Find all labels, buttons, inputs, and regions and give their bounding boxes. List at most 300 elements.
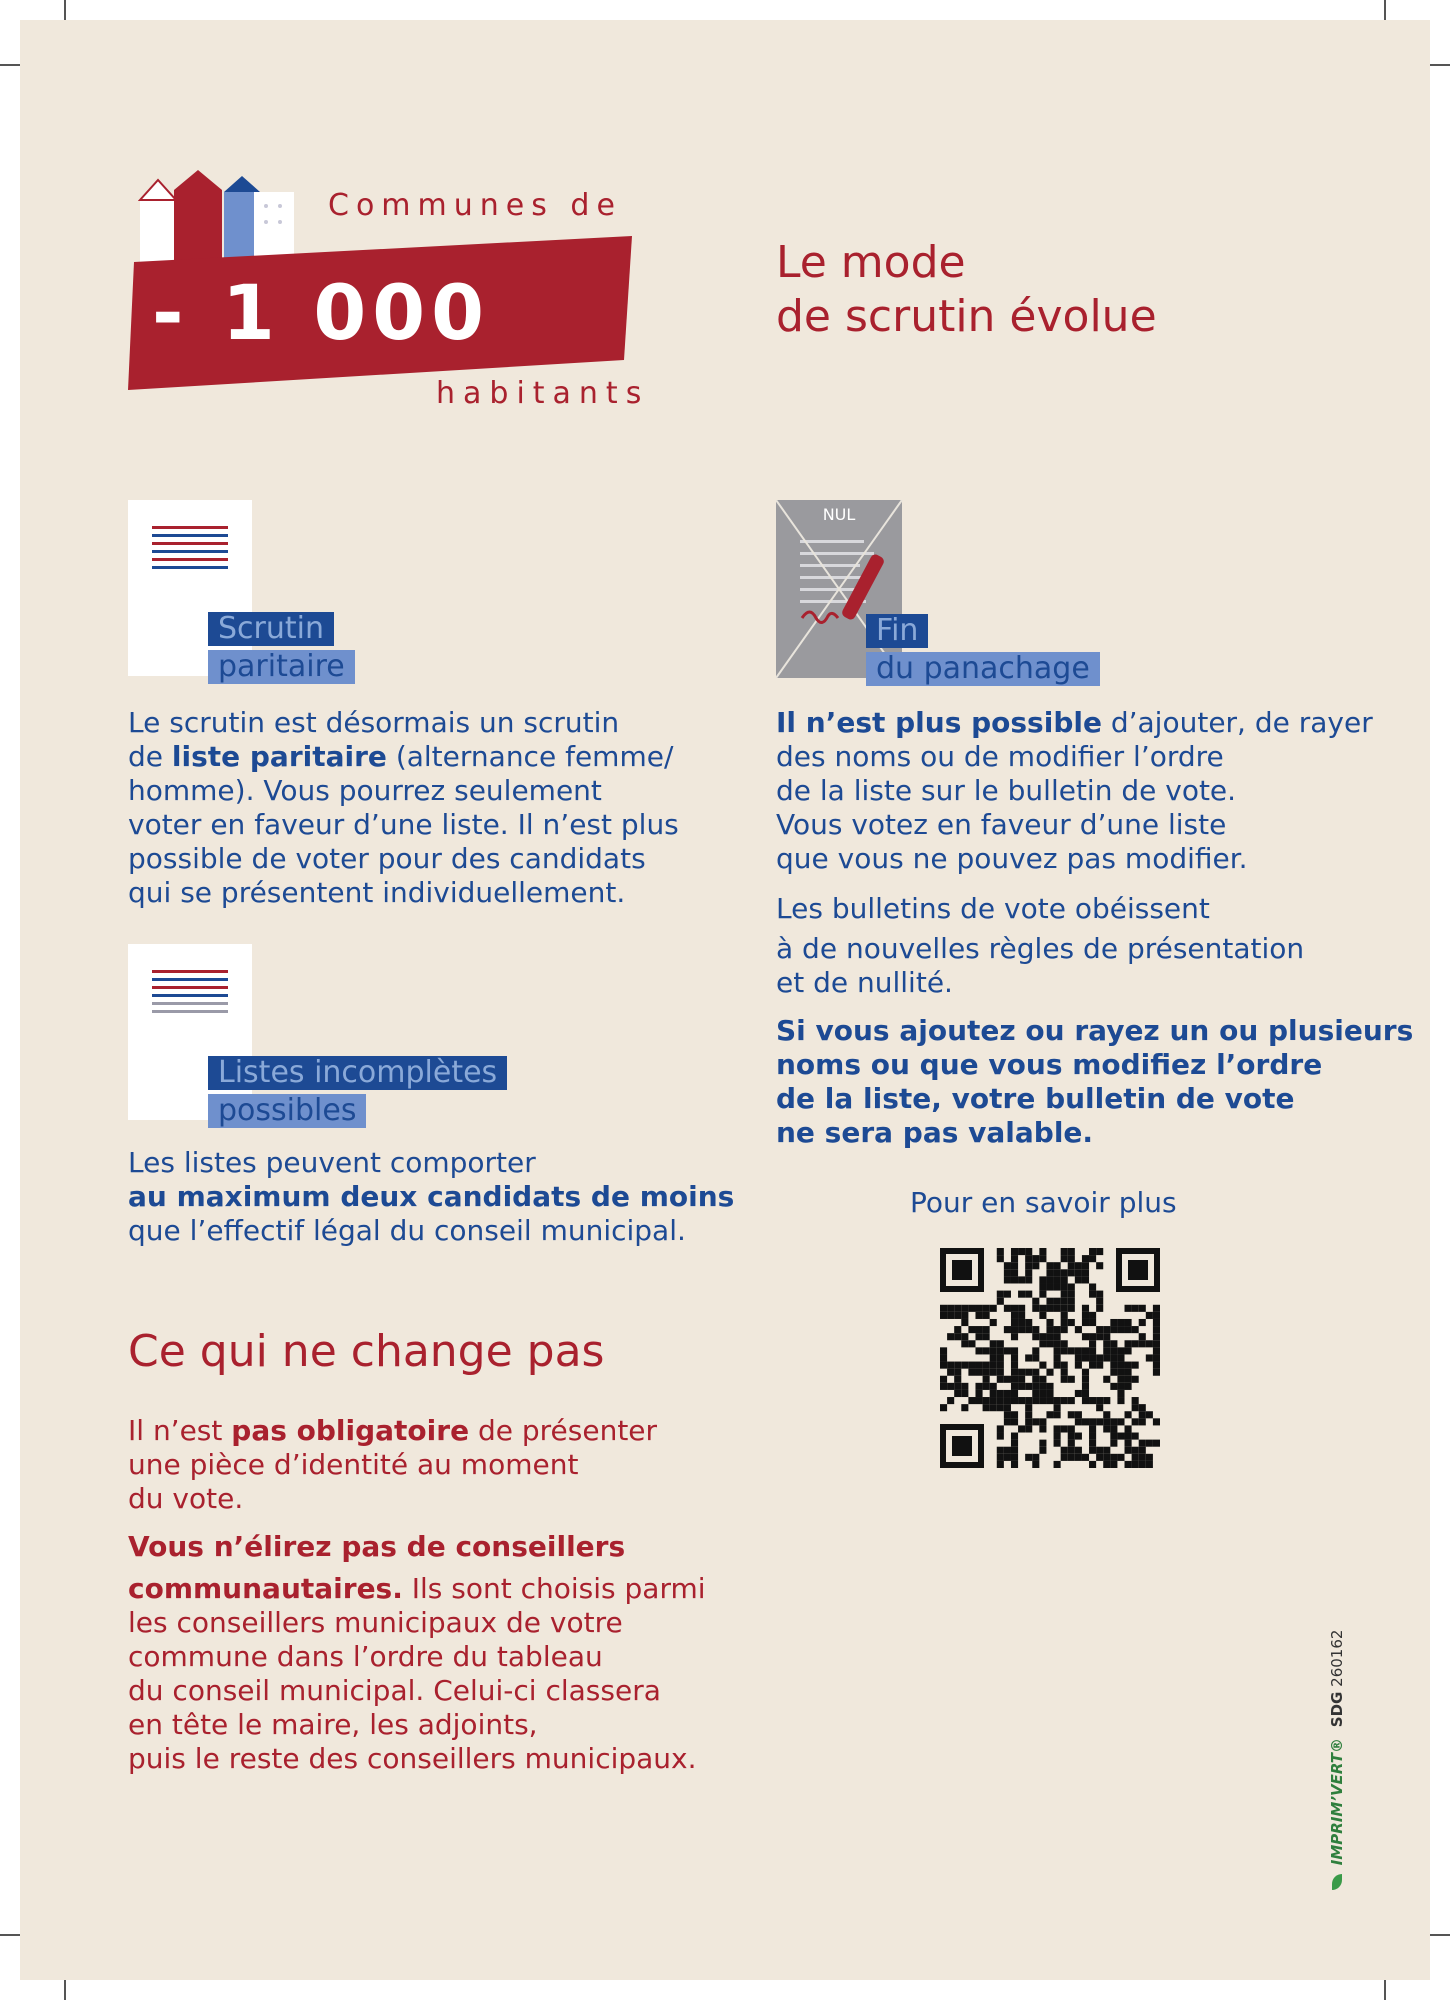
qr-module — [1075, 1269, 1082, 1276]
qr-module — [1032, 1354, 1039, 1361]
text-line — [128, 1414, 657, 1448]
qr-module — [1011, 1326, 1018, 1333]
qr-module — [1082, 1262, 1089, 1269]
qr-module — [990, 1397, 997, 1404]
qr-module — [1096, 1447, 1103, 1454]
qr-module — [1089, 1248, 1096, 1255]
qr-module — [1153, 1312, 1160, 1319]
qr-module — [990, 1390, 997, 1397]
qr-module — [1061, 1425, 1068, 1432]
qr-module — [1146, 1411, 1153, 1418]
qr-module — [940, 1376, 947, 1383]
qr-module — [997, 1248, 1004, 1255]
qr-module — [1153, 1326, 1160, 1333]
qr-module — [1039, 1333, 1046, 1340]
qr-module — [1068, 1397, 1075, 1404]
qr-module — [1153, 1362, 1160, 1369]
qr-module — [1068, 1433, 1075, 1440]
sdg-label: SDG — [1328, 1691, 1346, 1728]
qr-module — [961, 1333, 968, 1340]
qr-module — [1096, 1291, 1103, 1298]
qr-module — [1110, 1433, 1117, 1440]
qr-module — [1004, 1291, 1011, 1298]
qr-module — [975, 1390, 982, 1397]
text-line: des noms ou de modifier l’ordre — [776, 740, 1224, 773]
text-part: Il n’est — [128, 1414, 232, 1447]
qr-module — [1117, 1362, 1124, 1369]
text-line: commune dans l’ordre du tableau — [128, 1640, 603, 1673]
qr-module — [1018, 1291, 1025, 1298]
qr-module — [1068, 1305, 1075, 1312]
learn-more-text: Pour en savoir plus — [910, 1186, 1177, 1219]
qr-module — [1132, 1362, 1139, 1369]
qr-module — [1018, 1376, 1025, 1383]
qr-module — [1082, 1454, 1089, 1461]
qr-module — [1089, 1333, 1096, 1340]
qr-module — [1061, 1369, 1068, 1376]
qr-module — [1025, 1397, 1032, 1404]
qr-module — [1132, 1447, 1139, 1454]
qr-module — [1011, 1248, 1018, 1255]
qr-module — [1096, 1354, 1103, 1361]
qr-module — [1068, 1319, 1075, 1326]
qr-module — [1004, 1454, 1011, 1461]
qr-module — [1110, 1326, 1117, 1333]
qr-module — [1032, 1298, 1039, 1305]
text-line: Si vous ajoutez ou rayez un ou plusieurs — [776, 1014, 1414, 1047]
qr-module — [1082, 1255, 1089, 1262]
qr-module — [1153, 1418, 1160, 1425]
qr-module — [1004, 1397, 1011, 1404]
qr-module — [1032, 1376, 1039, 1383]
qr-module — [1139, 1461, 1146, 1468]
qr-module — [1117, 1369, 1124, 1376]
qr-module — [954, 1369, 961, 1376]
qr-module — [1132, 1305, 1139, 1312]
qr-module — [1032, 1390, 1039, 1397]
text-line: Les bulletins de vote obéissent — [776, 892, 1210, 925]
qr-module — [1153, 1347, 1160, 1354]
qr-module — [1110, 1461, 1117, 1468]
sdg-number: 260162 — [1328, 1629, 1346, 1687]
qr-module — [1075, 1262, 1082, 1269]
panachage-text-3 — [776, 1014, 1413, 1150]
qr-module — [997, 1298, 1004, 1305]
qr-module — [983, 1397, 990, 1404]
qr-module — [968, 1369, 975, 1376]
qr-module — [1011, 1362, 1018, 1369]
qr-module — [997, 1291, 1004, 1298]
qr-module — [1117, 1390, 1124, 1397]
qr-module — [1061, 1319, 1068, 1326]
qr-module — [1139, 1411, 1146, 1418]
qr-module — [1117, 1326, 1124, 1333]
qr-module — [990, 1305, 997, 1312]
qr-module — [1054, 1411, 1061, 1418]
qr-module — [1046, 1298, 1053, 1305]
qr-module — [968, 1305, 975, 1312]
qr-module — [1139, 1440, 1146, 1447]
qr-module — [1110, 1454, 1117, 1461]
qr-module — [954, 1333, 961, 1340]
qr-module — [983, 1404, 990, 1411]
text-line: Les listes peuvent comporter — [128, 1146, 536, 1179]
qr-module — [1018, 1369, 1025, 1376]
qr-module — [1011, 1411, 1018, 1418]
imprim-vert-text: IMPRIM’VERT® — [1328, 1737, 1346, 1866]
qr-module — [997, 1397, 1004, 1404]
qr-module — [990, 1383, 997, 1390]
qr-module — [1011, 1305, 1018, 1312]
qr-module — [1039, 1248, 1046, 1255]
qr-module — [1082, 1383, 1089, 1390]
qr-module — [1103, 1354, 1110, 1361]
qr-module — [947, 1397, 954, 1404]
qr-module — [1132, 1376, 1139, 1383]
qr-module — [1075, 1354, 1082, 1361]
label-fin: Fin — [866, 614, 928, 648]
qr-module — [1068, 1248, 1075, 1255]
qr-module — [1068, 1298, 1075, 1305]
qr-module — [983, 1305, 990, 1312]
qr-module — [1117, 1418, 1124, 1425]
qr-module — [1004, 1404, 1011, 1411]
qr-module — [1011, 1461, 1018, 1468]
qr-module — [1018, 1383, 1025, 1390]
qr-module — [990, 1369, 997, 1376]
qr-module — [997, 1404, 1004, 1411]
qr-module — [1011, 1319, 1018, 1326]
qr-module — [1061, 1283, 1068, 1290]
qr-module — [983, 1347, 990, 1354]
qr-module — [1011, 1383, 1018, 1390]
incompletes-text — [128, 1146, 734, 1248]
qr-module — [997, 1347, 1004, 1354]
qr-module — [1011, 1390, 1018, 1397]
qr-module — [961, 1383, 968, 1390]
qr-module — [947, 1369, 954, 1376]
qr-module — [1025, 1326, 1032, 1333]
qr-module — [1046, 1390, 1053, 1397]
qr-module — [1054, 1269, 1061, 1276]
qr-module — [1061, 1362, 1068, 1369]
qr-module — [1054, 1340, 1061, 1347]
qr-module — [1125, 1369, 1132, 1376]
qr-module — [1004, 1269, 1011, 1276]
text-line: et de nullité. — [776, 966, 953, 999]
label-listes-incompletes: Listes incomplètes — [208, 1056, 507, 1090]
list-lines-icon — [128, 944, 252, 1024]
qr-module — [1139, 1340, 1146, 1347]
qr-module — [1018, 1248, 1025, 1255]
qr-module — [1117, 1376, 1124, 1383]
qr-module — [975, 1362, 982, 1369]
qr-module — [1089, 1354, 1096, 1361]
text-line — [128, 1530, 706, 1564]
qr-module — [1089, 1433, 1096, 1440]
qr-module — [1110, 1354, 1117, 1361]
qr-module — [1153, 1340, 1160, 1347]
qr-module — [1025, 1418, 1032, 1425]
qr-module — [1110, 1418, 1117, 1425]
svg-text:NUL: NUL — [822, 505, 856, 524]
qr-module — [1039, 1376, 1046, 1383]
text-line: puis le reste des conseillers municipaux. — [128, 1742, 697, 1775]
qr-module — [1025, 1369, 1032, 1376]
qr-module — [1096, 1326, 1103, 1333]
qr-module — [1096, 1404, 1103, 1411]
qr-module — [1054, 1397, 1061, 1404]
qr-module — [1132, 1326, 1139, 1333]
qr-module — [1046, 1283, 1053, 1290]
qr-module — [997, 1425, 1004, 1432]
qr-module — [954, 1326, 961, 1333]
label-scrutin: Scrutin — [208, 612, 334, 646]
qr-module — [940, 1347, 947, 1354]
qr-module — [1011, 1347, 1018, 1354]
qr-module — [1025, 1276, 1032, 1283]
qr-module — [1125, 1326, 1132, 1333]
qr-module — [1125, 1383, 1132, 1390]
qr-module — [961, 1305, 968, 1312]
qr-module — [1054, 1404, 1061, 1411]
qr-module — [1011, 1418, 1018, 1425]
qr-module — [1068, 1376, 1075, 1383]
qr-module — [1082, 1333, 1089, 1340]
qr-module — [1082, 1269, 1089, 1276]
qr-module — [997, 1340, 1004, 1347]
qr-code[interactable] — [940, 1248, 1160, 1468]
unchanged-text-2 — [128, 1530, 706, 1776]
qr-module — [1068, 1440, 1075, 1447]
qr-module — [961, 1404, 968, 1411]
qr-module — [1011, 1262, 1018, 1269]
qr-module — [1110, 1362, 1117, 1369]
qr-module — [990, 1354, 997, 1361]
label-possibles: possibles — [208, 1094, 366, 1128]
text-line: du vote. — [128, 1482, 244, 1515]
qr-module — [1039, 1383, 1046, 1390]
qr-module — [975, 1369, 982, 1376]
qr-module — [1061, 1397, 1068, 1404]
qr-module — [1132, 1461, 1139, 1468]
qr-module — [954, 1390, 961, 1397]
qr-module — [1125, 1411, 1132, 1418]
qr-module — [1089, 1447, 1096, 1454]
qr-module — [997, 1447, 1004, 1454]
qr-module — [954, 1312, 961, 1319]
qr-module — [1082, 1347, 1089, 1354]
unchanged-title: Ce qui ne change pas — [128, 1326, 605, 1377]
qr-module — [1032, 1347, 1039, 1354]
qr-module — [940, 1362, 947, 1369]
qr-module — [968, 1340, 975, 1347]
qr-module — [1011, 1433, 1018, 1440]
qr-module — [1082, 1376, 1089, 1383]
qr-module — [961, 1340, 968, 1347]
qr-module — [1061, 1340, 1068, 1347]
qr-module — [940, 1404, 947, 1411]
list-lines-icon — [128, 500, 252, 580]
qr-module — [975, 1397, 982, 1404]
qr-module — [975, 1312, 982, 1319]
qr-module — [1046, 1276, 1053, 1283]
qr-module — [1125, 1433, 1132, 1440]
qr-module — [1025, 1291, 1032, 1298]
qr-module — [1125, 1362, 1132, 1369]
qr-module — [1032, 1333, 1039, 1340]
qr-module — [1110, 1369, 1117, 1376]
qr-module — [1061, 1326, 1068, 1333]
qr-module — [1039, 1283, 1046, 1290]
qr-module — [983, 1376, 990, 1383]
bold-text: communautaires. — [128, 1572, 403, 1605]
text-line: de la liste, votre bulletin de vote — [776, 1082, 1295, 1115]
qr-module — [961, 1390, 968, 1397]
qr-module — [940, 1312, 947, 1319]
qr-module — [1068, 1291, 1075, 1298]
text-line: Le scrutin est désormais un scrutin — [128, 706, 620, 739]
qr-module — [1039, 1390, 1046, 1397]
qr-module — [1039, 1340, 1046, 1347]
qr-module — [1039, 1425, 1046, 1432]
qr-module — [1039, 1305, 1046, 1312]
qr-module — [1082, 1319, 1089, 1326]
qr-module — [1096, 1248, 1103, 1255]
qr-module — [1025, 1354, 1032, 1361]
qr-module — [1025, 1411, 1032, 1418]
text-line: que vous ne pouvez pas modifier. — [776, 842, 1248, 875]
qr-module — [1025, 1383, 1032, 1390]
qr-module — [975, 1305, 982, 1312]
qr-module — [1089, 1291, 1096, 1298]
panachage-text-1 — [776, 706, 1373, 876]
qr-module — [1054, 1326, 1061, 1333]
qr-module — [1004, 1276, 1011, 1283]
badge-top-text: Communes de — [328, 188, 622, 223]
qr-module — [1075, 1418, 1082, 1425]
qr-module — [1061, 1269, 1068, 1276]
qr-module — [1004, 1390, 1011, 1397]
qr-module — [997, 1433, 1004, 1440]
qr-module — [1132, 1418, 1139, 1425]
qr-module — [1046, 1326, 1053, 1333]
bold-text: au maximum deux candidats de moins — [128, 1180, 735, 1213]
qr-module — [1089, 1340, 1096, 1347]
qr-module — [1039, 1362, 1046, 1369]
qr-module — [1025, 1269, 1032, 1276]
qr-module — [1046, 1340, 1053, 1347]
qr-module — [1153, 1319, 1160, 1326]
text-line: à de nouvelles règles de présentation — [776, 932, 1305, 965]
qr-module — [1032, 1326, 1039, 1333]
qr-module — [940, 1354, 947, 1361]
qr-module — [1153, 1369, 1160, 1376]
qr-module — [1004, 1326, 1011, 1333]
qr-module — [1089, 1319, 1096, 1326]
panachage-text-2 — [776, 892, 1304, 1000]
qr-module — [1125, 1425, 1132, 1432]
qr-module — [1039, 1397, 1046, 1404]
qr-module — [1068, 1347, 1075, 1354]
qr-module — [1082, 1390, 1089, 1397]
qr-module — [947, 1312, 954, 1319]
text-part: d’ajouter, de rayer — [1101, 706, 1373, 739]
qr-module — [947, 1362, 954, 1369]
qr-module — [1089, 1418, 1096, 1425]
qr-module — [954, 1383, 961, 1390]
qr-module — [1011, 1354, 1018, 1361]
qr-module — [1018, 1312, 1025, 1319]
text-line: qui se présentent individuellement. — [128, 876, 626, 909]
qr-module — [1089, 1312, 1096, 1319]
text-part: (alternance femme/ — [386, 740, 674, 773]
qr-module — [1096, 1454, 1103, 1461]
qr-module — [1117, 1347, 1124, 1354]
qr-module — [968, 1362, 975, 1369]
qr-module — [1139, 1319, 1146, 1326]
badge-number: - 1 000 — [152, 268, 490, 357]
qr-module — [1004, 1411, 1011, 1418]
qr-module — [1054, 1425, 1061, 1432]
qr-module — [1132, 1433, 1139, 1440]
qr-module — [1046, 1333, 1053, 1340]
qr-module — [1089, 1347, 1096, 1354]
text-line: une pièce d’identité au moment — [128, 1448, 579, 1481]
qr-module — [1139, 1305, 1146, 1312]
qr-module — [1011, 1269, 1018, 1276]
qr-module — [1011, 1333, 1018, 1340]
qr-module — [990, 1404, 997, 1411]
qr-module — [1125, 1340, 1132, 1347]
qr-module — [1061, 1454, 1068, 1461]
page-title-line2: de scrutin évolue — [776, 291, 1157, 342]
qr-module — [1096, 1333, 1103, 1340]
text-part: de — [128, 740, 172, 773]
qr-module — [983, 1383, 990, 1390]
qr-module — [1068, 1262, 1075, 1269]
qr-module — [1132, 1404, 1139, 1411]
qr-module — [997, 1362, 1004, 1369]
qr-module — [1089, 1283, 1096, 1290]
qr-module — [975, 1347, 982, 1354]
text-line: ne sera pas valable. — [776, 1116, 1094, 1149]
qr-module — [1089, 1362, 1096, 1369]
qr-module — [940, 1383, 947, 1390]
qr-module — [983, 1312, 990, 1319]
qr-module — [1125, 1347, 1132, 1354]
qr-module — [983, 1333, 990, 1340]
qr-module — [1125, 1376, 1132, 1383]
qr-module — [1039, 1291, 1046, 1298]
qr-module — [1110, 1347, 1117, 1354]
text-line — [128, 1572, 706, 1606]
qr-module — [997, 1461, 1004, 1468]
bold-text: liste paritaire — [171, 740, 387, 773]
text-line — [128, 1180, 734, 1214]
print-mark — [1328, 1630, 1346, 1890]
qr-module — [1139, 1418, 1146, 1425]
qr-module — [947, 1383, 954, 1390]
qr-module — [1096, 1305, 1103, 1312]
qr-module — [961, 1312, 968, 1319]
qr-module — [1146, 1312, 1153, 1319]
qr-module — [1082, 1397, 1089, 1404]
qr-module — [1004, 1376, 1011, 1383]
qr-module — [954, 1376, 961, 1383]
qr-module — [968, 1397, 975, 1404]
text-line: de la liste sur le bulletin de vote. — [776, 774, 1237, 807]
